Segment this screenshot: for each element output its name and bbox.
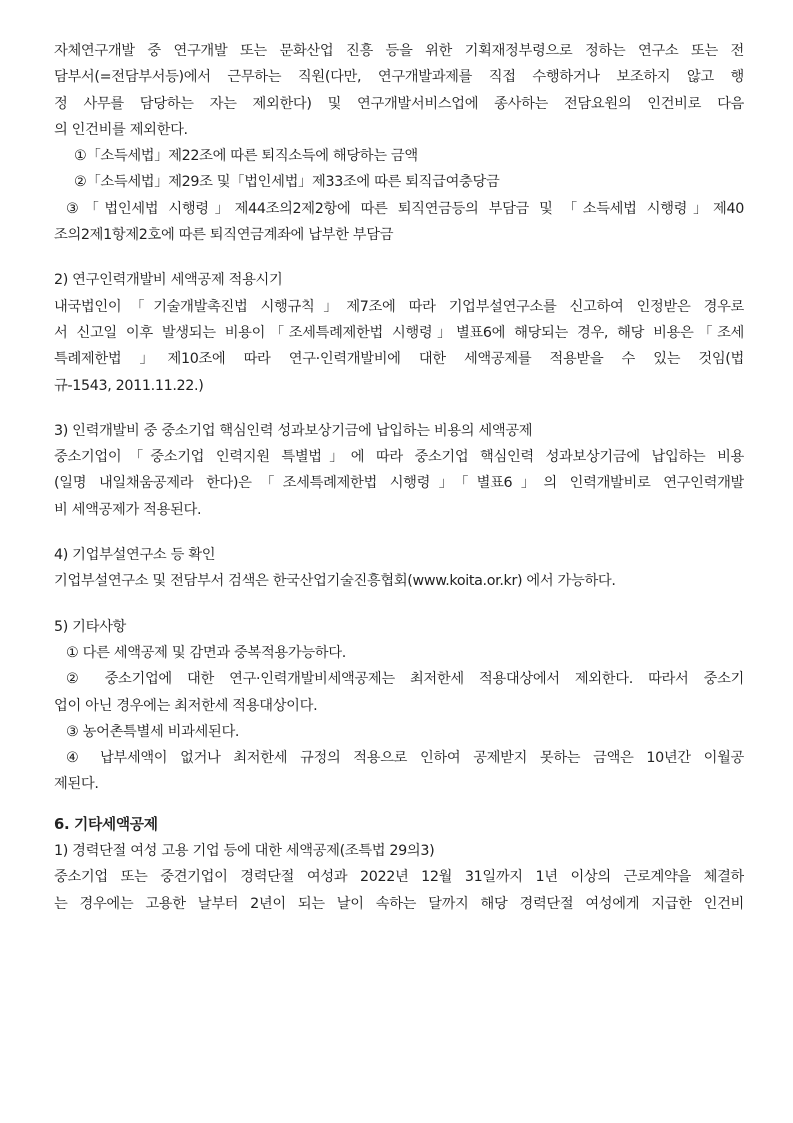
list-item: ① 다른 세액공제 및 감면과 중복적용가능하다. xyxy=(66,644,346,661)
paragraph-line: 기업부설연구소 및 전담부서 검색은 한국산업기술진흥협회(www.koita.or.kr) 에서 가능하다. xyxy=(54,573,616,590)
list-item: ② 중소기업에 대한 연구·인력개발비세액공제는 최저한세 적용대상에서 제외한다. 따라서 중소기 xyxy=(66,671,744,688)
list-item: ③「법인세법 시행령」제44조의2제2항에 따른 퇴직연금등의 부담금 및 「소득세법 시행령」제40 xyxy=(66,200,744,217)
paragraph-line: 비 세액공제가 적용된다. xyxy=(54,501,202,518)
paragraph-line: 담부서(=전담부서등)에서 근무하는 직원(다만, 연구개발과제를 직접 수행하거나 보조하지 않고 행 xyxy=(54,69,744,86)
paragraph-line: 서 신고일 이후 발생되는 비용이「조세특례제한법 시행령」별표6에 해당되는 경우, 해당 비용은「조세 xyxy=(54,324,744,341)
paragraph-line: 내국법인이「기술개발촉진법 시행규칙」제7조에 따라 기업부설연구소를 신고하여 인정받은 경우로 xyxy=(54,298,744,315)
paragraph-line: 규-1543, 2011.11.22.) xyxy=(54,377,204,394)
list-item-continuation: 업이 아닌 경우에는 최저한세 적용대상이다. xyxy=(54,697,318,714)
subsection-heading: 1) 경력단절 여성 고용 기업 등에 대한 세액공제(조특법 29의3) xyxy=(54,843,435,860)
list-item: ③ 농어촌특별세 비과세된다. xyxy=(66,723,240,740)
paragraph-line: 중소기업이「중소기업 인력지원 특별법」에 따라 중소기업 핵심인력 성과보상기금에 납입하는 비용 xyxy=(54,449,744,466)
list-item-continuation: 조의2제1항제2호에 따른 퇴직연금계좌에 납부한 부담금 xyxy=(54,227,394,244)
section-heading: 2) 연구인력개발비 세액공제 적용시기 xyxy=(54,272,283,289)
document-page xyxy=(54,38,744,917)
paragraph-line: 자체연구개발 중 연구개발 또는 문화산업 진흥 등을 위한 기획재정부령으로 정하는 연구소 또는 전 xyxy=(54,43,744,59)
paragraph-line: 중소기업 또는 중견기업이 경력단절 여성과 2022년 12월 31일까지 1년 이상의 근로계약을 체결하 xyxy=(54,869,744,886)
paragraph-line: 의 인건비를 제외한다. xyxy=(54,121,188,138)
list-item: ②「소득세법」제29조 및「법인세법」제33조에 따른 퇴직급여충당금 xyxy=(74,174,500,191)
list-item: ④ 납부세액이 없거나 최저한세 규정의 적용으로 인하여 공제받지 못하는 금액은 10년간 이월공 xyxy=(66,750,744,767)
paragraph-line: 는 경우에는 고용한 날부터 2년이 되는 날이 속하는 달까지 해당 경력단절 여성에게 지급한 인건비 xyxy=(54,895,744,912)
paragraph-line: 정 사무를 담당하는 자는 제외한다) 및 연구개발서비스업에 종사하는 전담요원의 인건비로 다음 xyxy=(54,95,744,112)
list-item: ①「소득세법」제22조에 따른 퇴직소득에 해당하는 금액 xyxy=(74,148,418,165)
section-heading: 5) 기타사항 xyxy=(54,618,127,635)
paragraph-line: 특례제한법 」제10조에 따라 연구·인력개발비에 대한 세액공제를 적용받을 수 있는 것임(법 xyxy=(54,351,744,368)
section-heading: 4) 기업부설연구소 등 확인 xyxy=(54,547,216,564)
section-heading: 3) 인력개발비 중 중소기업 핵심인력 성과보상기금에 납입하는 비용의 세액공제 xyxy=(54,422,533,439)
section-title: 6. 기타세액공제 xyxy=(54,815,158,833)
list-item-continuation: 제된다. xyxy=(54,776,99,793)
paragraph-line: (일명 내일채움공제라 한다)은「조세특례제한법 시행령」「별표6」의 인력개발비로 연구인력개발 xyxy=(54,475,744,492)
